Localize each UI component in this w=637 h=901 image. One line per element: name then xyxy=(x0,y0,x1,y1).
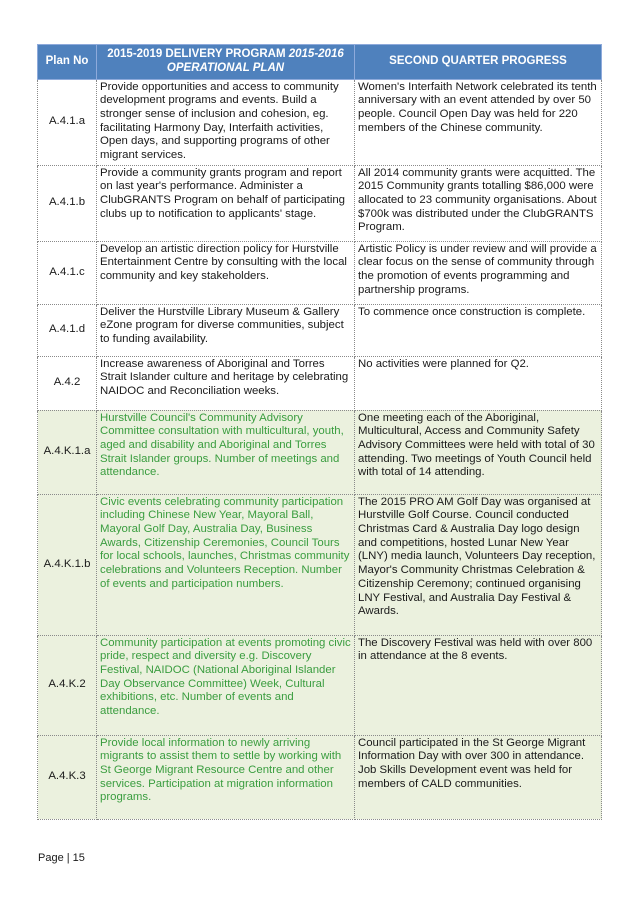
delivery-program-table xyxy=(37,44,602,820)
progress-text: The 2015 PRO AM Golf Day was organised at Hurstville Golf Course. Council conducted Christmas Card & Australia Day logo design and competitions, hosted Lunar New Year (LNY) media launch, Volunteers Day reception, Mayor's Community Christmas Celebration & Citizenship Ceremony; continued organising LNY Festival, and Australia Day Festival & Awards. xyxy=(355,494,602,635)
plan-code: A.4.K.3 xyxy=(38,735,97,819)
table-row xyxy=(38,410,602,494)
program-text: Increase awareness of Aboriginal and Torres Strait Islander culture and heritage by celebrating NAIDOC and Reconciliation weeks. xyxy=(97,356,355,410)
program-text: Provide local information to newly arriving migrants to assist them to settle by working with St George Migrant Resource Centre and other services. Participation at migration information programs. xyxy=(97,735,355,819)
plan-code: A.4.2 xyxy=(38,356,97,410)
progress-text: All 2014 community grants were acquitted. The 2015 Community grants totalling $86,000 were allocated to 23 community organisations. About $700k was distributed under the ClubGRANTS Program. xyxy=(355,165,602,241)
program-text: Civic events celebrating community participation including Chinese New Year, Mayoral Ball, Mayoral Golf Day, Australia Day, Business Awards, Citizenship Ceremonies, Council Tours for local schools, launches, Christmas community celebrations and Volunteers Reception. Number of events and participation numbers. xyxy=(97,494,355,635)
table-row xyxy=(38,79,602,165)
plan-code: A.4.1.c xyxy=(38,241,97,304)
table-header-row xyxy=(38,45,602,80)
program-text: Provide a community grants program and report on last year's performance. Administer a ClubGRANTS Program on behalf of participating clubs up to notification to applicants' stage. xyxy=(97,165,355,241)
header-plan-no: Plan No xyxy=(38,45,97,80)
table-row xyxy=(38,735,602,819)
progress-text: To commence once construction is complete. xyxy=(355,304,602,356)
table-row xyxy=(38,635,602,735)
table-row xyxy=(38,165,602,241)
progress-text: Artistic Policy is under review and will provide a clear focus on the sense of community through the promotion of events programming and partnership programs. xyxy=(355,241,602,304)
header-progress: SECOND QUARTER PROGRESS xyxy=(355,45,602,80)
plan-code: A.4.K.1.b xyxy=(38,494,97,635)
program-text: Provide opportunities and access to community development programs and events. Build a stronger sense of inclusion and cohesion, eg. facilitating Harmony Day, Interfaith activities, Open days, and supporting programs of other migrant services. xyxy=(97,79,355,165)
plan-code: A.4.1.b xyxy=(38,165,97,241)
program-text: Deliver the Hurstville Library Museum & Gallery eZone program for diverse communities, subject to funding availability. xyxy=(97,304,355,356)
program-text: Community participation at events promoting civic pride, respect and diversity e.g. Discovery Festival, NAIDOC (National Aboriginal Islander Day Observance Committee) Week, Cultural exhibitions, etc. Number of events and attendance. xyxy=(97,635,355,735)
plan-code: A.4.1.d xyxy=(38,304,97,356)
progress-text: The Discovery Festival was held with over 800 in attendance at the 8 events. xyxy=(355,635,602,735)
plan-code: A.4.1.a xyxy=(38,79,97,165)
plan-code: A.4.K.1.a xyxy=(38,410,97,494)
progress-text: Council participated in the St George Migrant Information Day with over 300 in attendance. Job Skills Development event was held for members of CALD communities. xyxy=(355,735,602,819)
header-delivery-program xyxy=(97,45,355,80)
program-text: Hurstville Council's Community Advisory Committee consultation with multicultural, youth, aged and disability and Aboriginal and Torres Strait Islander groups. Number of meetings and attendance. xyxy=(97,410,355,494)
progress-text: No activities were planned for Q2. xyxy=(355,356,602,410)
table-row xyxy=(38,304,602,356)
page-number: Page | 15 xyxy=(38,852,85,864)
header-program-italic: 2015-2016 OPERATIONAL PLAN xyxy=(166,48,344,74)
plan-code: A.4.K.2 xyxy=(38,635,97,735)
progress-text: Women's Interfaith Network celebrated its tenth anniversary with an event attended by over 50 people. Council Open Day was held for 220 members of the Chinese community. xyxy=(355,79,602,165)
table-row xyxy=(38,356,602,410)
progress-text: One meeting each of the Aboriginal, Multicultural, Access and Community Safety Advisory Committees were held with total of 30 attending. Two meetings of Youth Council held with total of 14 attending. xyxy=(355,410,602,494)
program-text: Develop an artistic direction policy for Hurstville Entertainment Centre by consulting with the local community and key stakeholders. xyxy=(97,241,355,304)
table-row xyxy=(38,241,602,304)
header-program-main: 2015-2019 DELIVERY PROGRAM xyxy=(107,48,289,60)
table-row xyxy=(38,494,602,635)
